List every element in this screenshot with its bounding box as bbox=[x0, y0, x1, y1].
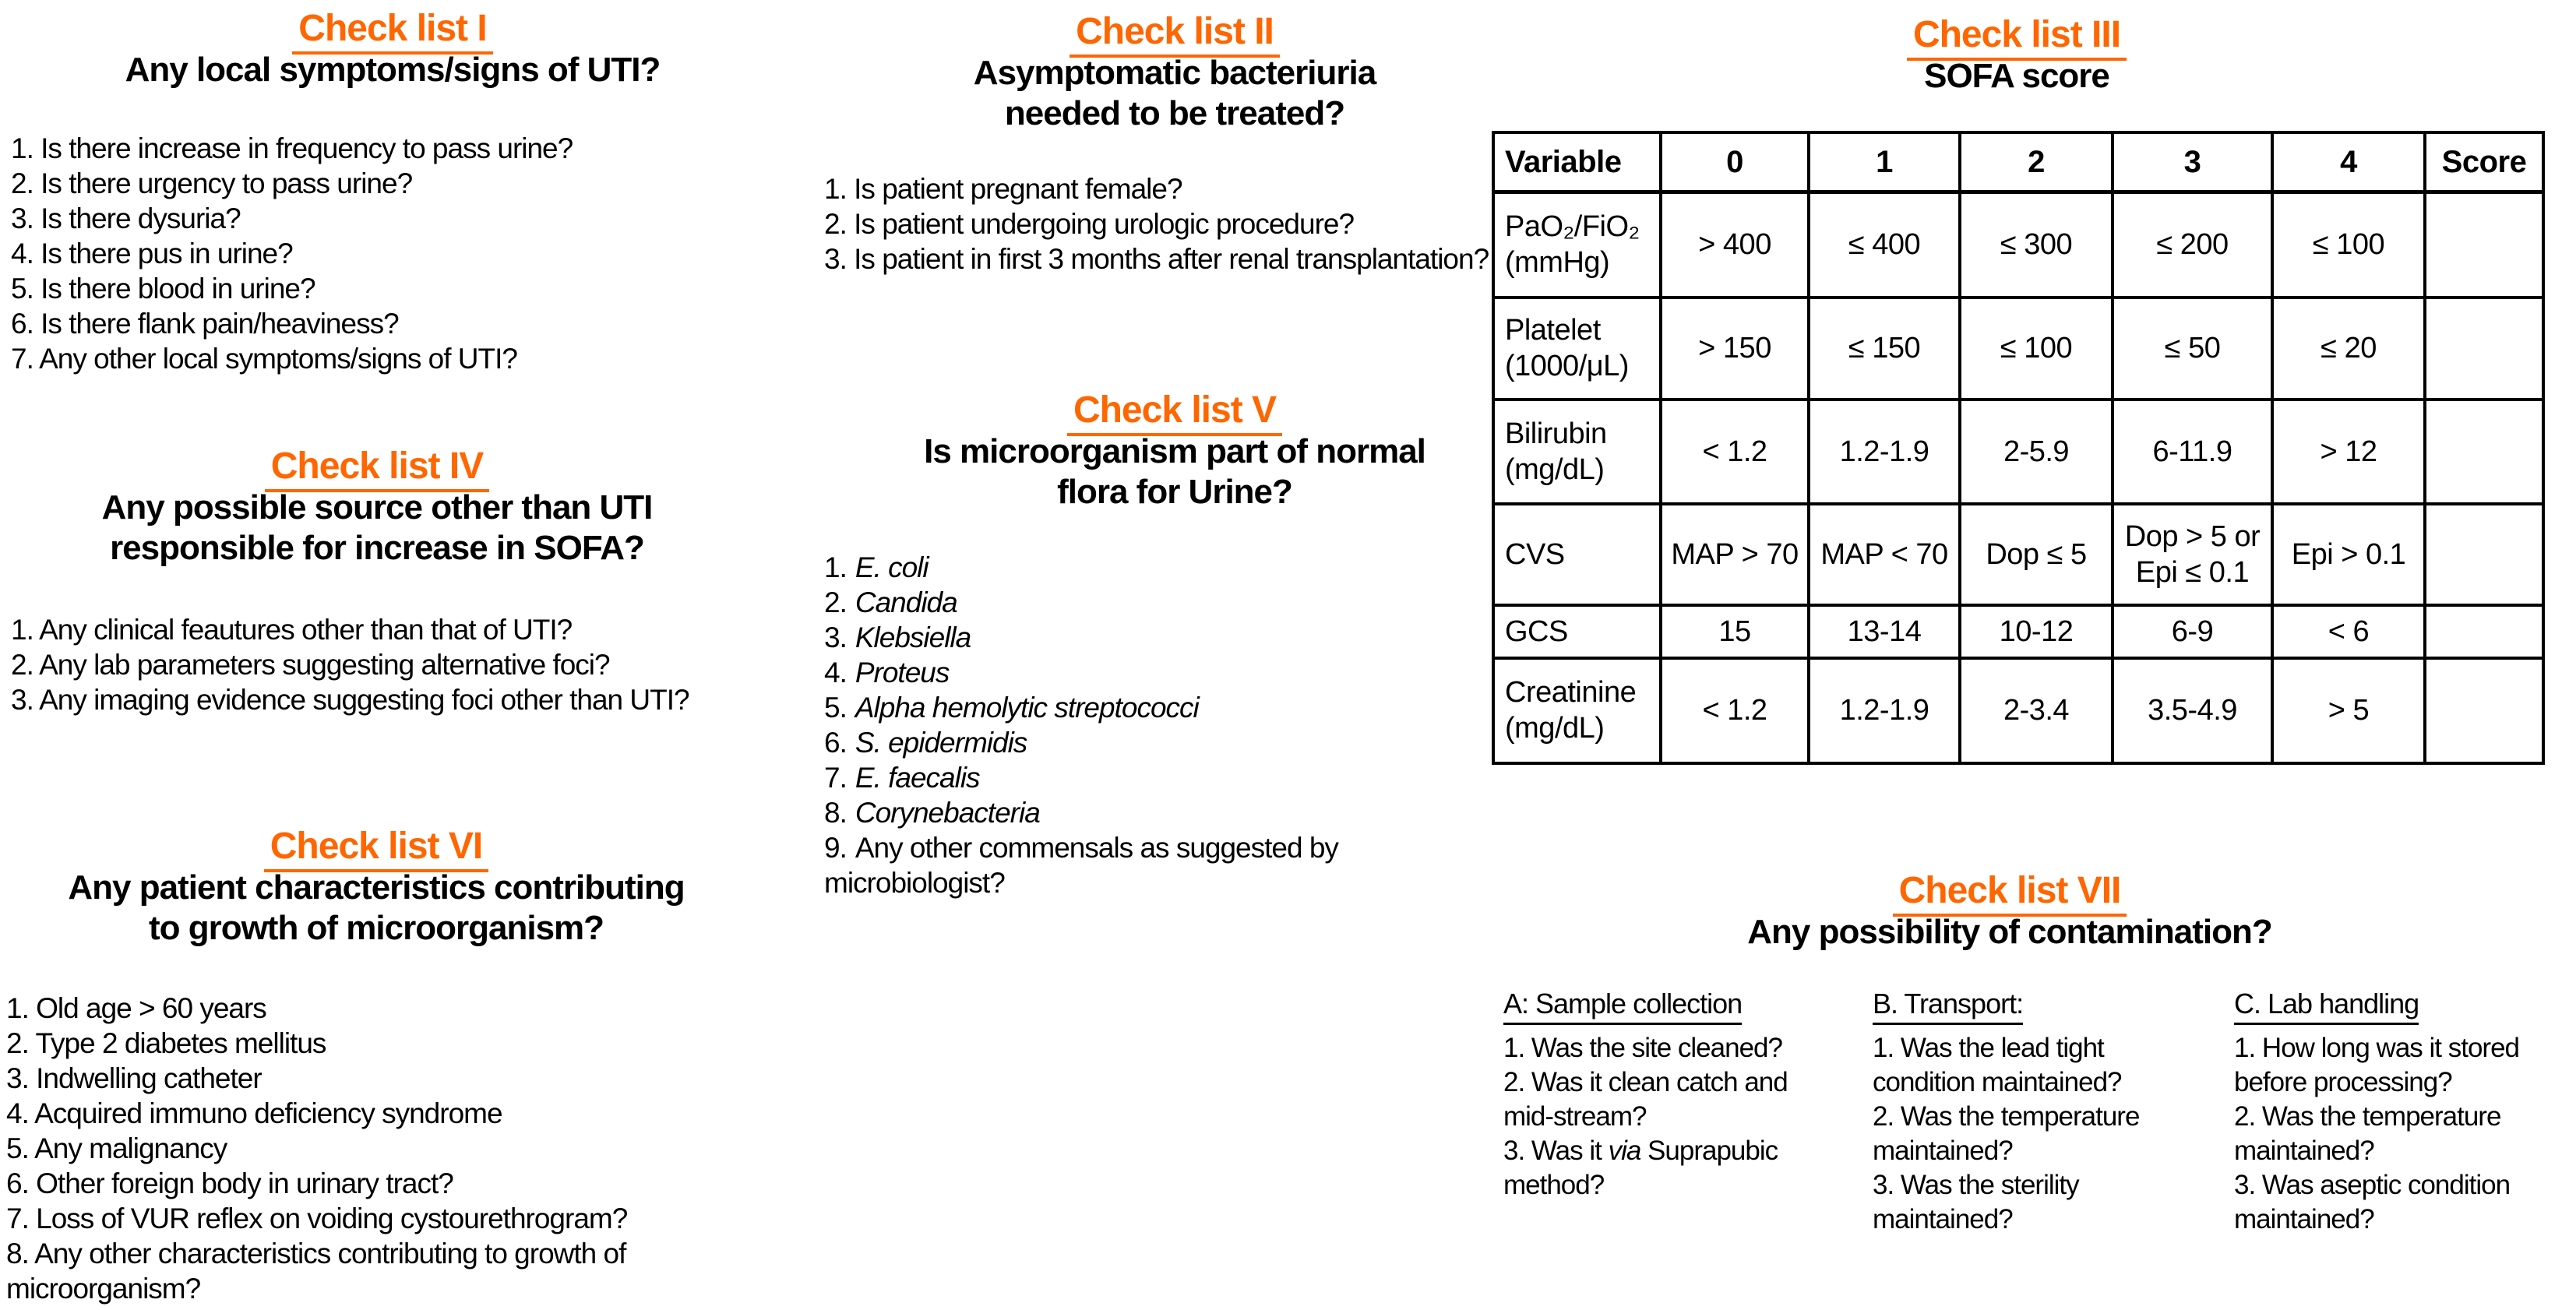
list-item: 4. Acquired immuno deficiency syndrome bbox=[6, 1097, 502, 1129]
cell: MAP < 70 bbox=[1809, 504, 1960, 605]
lab-handling-column bbox=[2234, 987, 2576, 1237]
subtitle-line: SOFA score bbox=[1924, 57, 2109, 95]
checklist-7-subtitle bbox=[1492, 912, 2528, 953]
list-item: 5. Any malignancy bbox=[6, 1132, 227, 1164]
cell: ≤ 20 bbox=[2272, 298, 2425, 400]
cell: > 5 bbox=[2272, 658, 2425, 763]
item-number: 1. bbox=[824, 551, 847, 583]
score-cell-empty bbox=[2425, 658, 2543, 763]
list-item: 3. Indwelling catheter bbox=[6, 1062, 262, 1094]
checklist-5-heading bbox=[824, 389, 1525, 431]
list-item bbox=[824, 690, 1525, 725]
checklist-6-items bbox=[6, 991, 746, 1306]
checklist-1-subtitle bbox=[11, 50, 774, 90]
checklist-7-heading bbox=[1492, 870, 2528, 912]
cell: ≤ 150 bbox=[1809, 298, 1960, 400]
item-number: 6. bbox=[824, 727, 847, 759]
score-cell-empty bbox=[2425, 504, 2543, 605]
list-item: 3. Was the sterility maintained? bbox=[1873, 1170, 2079, 1234]
contamination-columns bbox=[1492, 953, 2528, 1310]
list-item: 2. Is patient undergoing urologic procedure? bbox=[824, 208, 1355, 240]
row-label: PaO₂/FiO₂ (mmHg) bbox=[1493, 192, 1661, 298]
column-header-0: 0 bbox=[1661, 132, 1809, 192]
organism-name: E. coli bbox=[855, 551, 929, 583]
list-item: 6. Other foreign body in urinary tract? bbox=[6, 1167, 453, 1199]
list-item bbox=[824, 725, 1525, 760]
list-item bbox=[824, 655, 1525, 690]
organism-name: E. faecalis bbox=[855, 762, 980, 794]
checklist-2-heading bbox=[824, 11, 1525, 53]
score-cell-empty bbox=[2425, 298, 2543, 400]
item-text: Suprapubic method? bbox=[1503, 1136, 1778, 1200]
item-text: 3. Was it bbox=[1503, 1136, 1609, 1166]
subtitle-line: to growth of microorganism? bbox=[148, 909, 604, 947]
subtitle-line: Asymptomatic bacteriuria bbox=[973, 54, 1376, 92]
checklist-4-subtitle bbox=[11, 488, 743, 569]
checklist-4-heading bbox=[11, 445, 743, 488]
organism-name: Alpha hemolytic streptococci bbox=[855, 692, 1199, 724]
checklist-3-heading bbox=[1492, 14, 2542, 56]
list-item: 1. Was the site cleaned? bbox=[1503, 1033, 1782, 1063]
column-header-score: Score bbox=[2425, 132, 2543, 192]
list-item bbox=[824, 830, 1525, 900]
cell: Dop ≤ 5 bbox=[1960, 504, 2113, 605]
cell: 6-9 bbox=[2113, 605, 2272, 658]
checklist-1-title: Check list I bbox=[292, 8, 492, 55]
subtitle-line: Any local symptoms/signs of UTI? bbox=[125, 51, 661, 89]
subtitle-line: responsible for increase in SOFA? bbox=[110, 529, 644, 567]
column-header-3: 3 bbox=[2113, 132, 2272, 192]
checklist-6-subtitle bbox=[6, 868, 746, 949]
list-item: 3. Any imaging evidence suggesting foci other than UTI? bbox=[11, 684, 689, 716]
checklist-2-title: Check list II bbox=[1070, 11, 1280, 58]
item-number: 2. bbox=[824, 586, 847, 618]
list-item: 1. How long was it stored before processing? bbox=[2234, 1033, 2520, 1097]
list-item bbox=[824, 585, 1525, 620]
table-row-creatinine bbox=[1493, 658, 2543, 763]
score-cell-empty bbox=[2425, 400, 2543, 504]
cell: 2-5.9 bbox=[1960, 400, 2113, 504]
subtitle-line: Any possible source other than UTI bbox=[101, 488, 653, 526]
subtitle-line: Is microorganism part of normal bbox=[924, 432, 1425, 470]
organism-name: Proteus bbox=[855, 657, 950, 688]
checklist-3 bbox=[1492, 14, 2542, 765]
checklist-2-items bbox=[824, 171, 1525, 276]
subtitle-line: needed to be treated? bbox=[1004, 94, 1345, 132]
cell: 6-11.9 bbox=[2113, 400, 2272, 504]
table-row-platelet bbox=[1493, 298, 2543, 400]
cell: 10-12 bbox=[1960, 605, 2113, 658]
list-item: 2. Was the temperature maintained? bbox=[1873, 1101, 2140, 1166]
list-item: 1. Is there increase in frequency to pass urine? bbox=[11, 132, 573, 164]
sofa-table-header bbox=[1493, 132, 2543, 192]
row-label: Creatinine (mg/dL) bbox=[1493, 658, 1661, 763]
checklist-5-subtitle bbox=[824, 431, 1525, 512]
item-number: 9. bbox=[824, 832, 847, 864]
table-row-bilirubin bbox=[1493, 400, 2543, 504]
checklist-4-title: Check list IV bbox=[265, 445, 489, 492]
list-item: 2. Is there urgency to pass urine? bbox=[11, 167, 413, 199]
table-row-pao2 bbox=[1493, 192, 2543, 298]
score-cell-empty bbox=[2425, 605, 2543, 658]
item-number: 4. bbox=[824, 657, 847, 688]
checklist-3-subtitle bbox=[1492, 56, 2542, 97]
cell: 1.2-1.9 bbox=[1809, 658, 1960, 763]
sample-collection-column bbox=[1503, 987, 1807, 1203]
list-item: 1. Old age > 60 years bbox=[6, 992, 266, 1024]
sofa-score-table bbox=[1492, 131, 2545, 765]
checklist-2-subtitle bbox=[824, 53, 1525, 134]
checklist-5-title: Check list V bbox=[1067, 389, 1282, 436]
subtitle-line: flora for Urine? bbox=[1057, 473, 1292, 511]
cell: 13-14 bbox=[1809, 605, 1960, 658]
cell: ≤ 100 bbox=[2272, 192, 2425, 298]
item-number: 5. bbox=[824, 692, 847, 724]
item-number: 8. bbox=[824, 797, 847, 829]
organism-name: Candida bbox=[855, 586, 957, 618]
list-item: 2. Type 2 diabetes mellitus bbox=[6, 1027, 326, 1059]
score-cell-empty bbox=[2425, 192, 2543, 298]
cell: ≤ 200 bbox=[2113, 192, 2272, 298]
cell: ≤ 50 bbox=[2113, 298, 2272, 400]
list-item: 8. Any other characteristics contributing to growth of microorganism? bbox=[6, 1238, 626, 1305]
list-item: 1. Is patient pregnant female? bbox=[824, 173, 1182, 205]
item-text-italic: via bbox=[1608, 1136, 1641, 1166]
checklist-1 bbox=[11, 8, 774, 376]
cell: 3.5-4.9 bbox=[2113, 658, 2272, 763]
checklist-1-heading bbox=[11, 8, 774, 50]
list-item: 2. Any lab parameters suggesting alternative foci? bbox=[11, 649, 610, 681]
cell: > 400 bbox=[1661, 192, 1809, 298]
column-header-variable: Variable bbox=[1493, 132, 1661, 192]
cell: < 1.2 bbox=[1661, 658, 1809, 763]
checklist-1-items bbox=[11, 131, 774, 376]
row-label: Bilirubin (mg/dL) bbox=[1493, 400, 1661, 504]
checklist-4-items bbox=[11, 612, 743, 717]
cell: ≤ 400 bbox=[1809, 192, 1960, 298]
checklist-7 bbox=[1492, 870, 2528, 1310]
sample-collection-header: A: Sample collection bbox=[1503, 987, 1742, 1025]
list-item bbox=[824, 795, 1525, 830]
transport-column bbox=[1873, 987, 2208, 1237]
cell: 1.2-1.9 bbox=[1809, 400, 1960, 504]
list-item: 3. Is patient in first 3 months after renal transplantation? bbox=[824, 243, 1489, 275]
item-number: 3. bbox=[824, 622, 847, 653]
list-item: 5. Is there blood in urine? bbox=[11, 273, 315, 305]
item-text: Any other commensals as suggested by microbiologist? bbox=[824, 832, 1338, 899]
checklist-2 bbox=[824, 11, 1525, 276]
cell: ≤ 100 bbox=[1960, 298, 2113, 400]
subtitle-line: Any possibility of contamination? bbox=[1747, 913, 2272, 951]
column-header-4: 4 bbox=[2272, 132, 2425, 192]
row-label: Platelet (1000/μL) bbox=[1493, 298, 1661, 400]
list-item: 1. Any clinical feautures other than that of UTI? bbox=[11, 614, 573, 646]
column-header-2: 2 bbox=[1960, 132, 2113, 192]
list-item: 2. Was it clean catch and mid-stream? bbox=[1503, 1067, 1788, 1132]
cell: 15 bbox=[1661, 605, 1809, 658]
subtitle-line: Any patient characteristics contributing bbox=[68, 868, 685, 907]
lab-handling-header: C. Lab handling bbox=[2234, 987, 2419, 1025]
table-row-cvs bbox=[1493, 504, 2543, 605]
transport-header: B. Transport: bbox=[1873, 987, 2023, 1025]
row-label: GCS bbox=[1493, 605, 1661, 658]
list-item: 7. Loss of VUR reflex on voiding cystourethrogram? bbox=[6, 1203, 628, 1234]
table-row-gcs bbox=[1493, 605, 2543, 658]
cell: 2-3.4 bbox=[1960, 658, 2113, 763]
cell: < 6 bbox=[2272, 605, 2425, 658]
organism-name: Klebsiella bbox=[855, 622, 971, 653]
checklist-6-title: Check list VI bbox=[264, 826, 488, 872]
list-item: 1. Was the lead tight condition maintained? bbox=[1873, 1033, 2122, 1097]
cell: > 150 bbox=[1661, 298, 1809, 400]
checklist-6 bbox=[6, 826, 746, 1306]
checklist-4 bbox=[11, 445, 743, 717]
table-header-row bbox=[1493, 132, 2543, 192]
list-item: 3. Is there dysuria? bbox=[11, 202, 241, 234]
column-header-1: 1 bbox=[1809, 132, 1960, 192]
cell: Epi > 0.1 bbox=[2272, 504, 2425, 605]
list-item: 2. Was the temperature maintained? bbox=[2234, 1101, 2501, 1166]
checklist-7-title: Check list VII bbox=[1893, 870, 2127, 917]
checklist-5-items bbox=[824, 550, 1525, 900]
row-label: CVS bbox=[1493, 504, 1661, 605]
checklist-5 bbox=[824, 389, 1525, 900]
cell: > 12 bbox=[2272, 400, 2425, 504]
list-item: 3. Was aseptic condition maintained? bbox=[2234, 1170, 2511, 1234]
checklist-3-title: Check list III bbox=[1907, 14, 2127, 61]
cell: ≤ 300 bbox=[1960, 192, 2113, 298]
list-item bbox=[824, 760, 1525, 795]
checklist-6-heading bbox=[6, 826, 746, 868]
cell: MAP > 70 bbox=[1661, 504, 1809, 605]
list-item: 7. Any other local symptoms/signs of UTI? bbox=[11, 343, 517, 375]
list-item bbox=[824, 550, 1525, 585]
list-item: 6. Is there flank pain/heaviness? bbox=[11, 308, 399, 340]
organism-name: Corynebacteria bbox=[855, 797, 1040, 829]
cell: Dop > 5 or Epi ≤ 0.1 bbox=[2113, 504, 2272, 605]
list-item bbox=[1503, 1134, 1807, 1203]
cell: < 1.2 bbox=[1661, 400, 1809, 504]
list-item bbox=[824, 620, 1525, 655]
item-number: 7. bbox=[824, 762, 847, 794]
organism-name: S. epidermidis bbox=[855, 727, 1027, 759]
list-item: 4. Is there pus in urine? bbox=[11, 238, 293, 269]
